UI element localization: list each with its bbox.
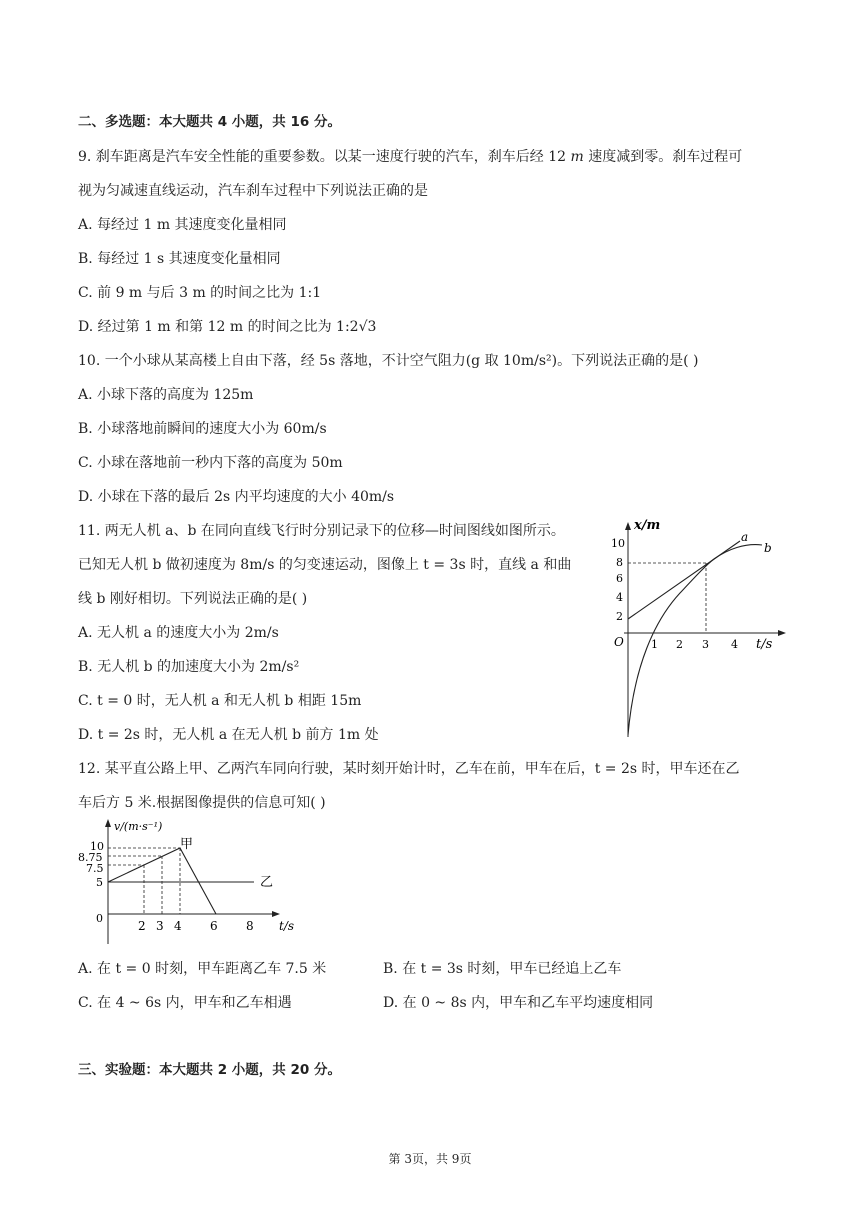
q11-x-tick-2: 2: [676, 638, 683, 651]
q9-option-d[interactable]: D. 经过第 1 m 和第 12 m 的时间之比为 1:2√3: [78, 319, 377, 335]
q12-x-tick-8: 8: [246, 919, 254, 933]
q12-x-label: t/s: [279, 919, 295, 933]
q12-x-tick-6: 6: [210, 919, 218, 933]
q12-label-yi: 乙: [260, 875, 274, 890]
q11-x-tick-3: 3: [702, 638, 709, 651]
q11-curve-b: [628, 545, 762, 735]
q12-y-label: v/(m·s⁻¹): [114, 820, 163, 833]
q11-stem-line1: 11. 两无人机 a、b 在同向直线飞行时分别记录下的位移—时间图线如图所示。: [78, 523, 565, 539]
q12-option-d[interactable]: D. 在 0 ~ 8s 内，甲车和乙车平均速度相同: [383, 995, 654, 1011]
q11-x-arrow: [778, 630, 786, 636]
q12-option-b[interactable]: B. 在 t = 3s 时刻，甲车已经追上乙车: [383, 961, 622, 977]
q12-stem-line2: 车后方 5 米.根据图像提供的信息可知( ): [78, 795, 326, 811]
q11-xt-graph: [610, 515, 790, 740]
q9-option-a[interactable]: A. 每经过 1 m 其速度变化量相同: [78, 217, 287, 233]
q9-stem-part1: 9. 刹车距离是汽车安全性能的重要参数。以某一速度行驶的汽车，刹车后经 12: [78, 149, 571, 165]
q11-y-tick-4: 4: [616, 591, 623, 604]
q9-stem-line1: [78, 147, 742, 167]
page-footer: 第 3页，共 9页: [388, 1152, 472, 1166]
q12-y-tick-10: 10: [90, 840, 104, 853]
q11-option-b[interactable]: B. 无人机 b 的加速度大小为 2m/s²: [78, 659, 300, 675]
section-title-experiment: 三、实验题：本大题共 2 小题，共 20 分。: [78, 1062, 341, 1078]
q12-x-tick-3: 3: [156, 919, 164, 933]
q12-y-arrow: [105, 819, 111, 827]
q12-vt-graph: [74, 812, 314, 952]
q9-unit-m: m: [570, 149, 584, 165]
q11-option-d[interactable]: D. t = 2s 时，无人机 a 在无人机 b 前方 1m 处: [78, 727, 379, 743]
q11-y-label: x/m: [634, 518, 661, 533]
q12-y-tick-0: 0: [96, 912, 103, 925]
q9-stem-part2: 速度减到零。刹车过程可: [583, 149, 743, 165]
q12-y-tick-5: 5: [96, 876, 103, 889]
q9-stem-line2: 视为匀减速直线运动，汽车刹车过程中下列说法正确的是: [78, 183, 428, 199]
q10-option-b[interactable]: B. 小球落地前瞬间的速度大小为 60m/s: [78, 421, 327, 437]
q11-curve-b-label: b: [764, 541, 772, 555]
q11-x-ticks: [651, 638, 738, 651]
q11-option-c[interactable]: C. t = 0 时，无人机 a 和无人机 b 相距 15m: [78, 693, 362, 709]
q11-stem-line2: 已知无人机 b 做初速度为 8m/s 的匀变速运动，图像上 t = 3s 时，直线 a 和曲: [78, 557, 572, 573]
q11-option-a[interactable]: A. 无人机 a 的速度大小为 2m/s: [78, 625, 279, 641]
q12-option-c[interactable]: C. 在 4 ~ 6s 内，甲车和乙车相遇: [78, 995, 292, 1011]
q12-stem-line1: 12. 某平直公路上甲、乙两汽车同向行驶，某时刻开始计时，乙车在前，甲车在后，t = 2s 时，甲车还在乙: [78, 761, 740, 777]
q11-x-tick-1: 1: [651, 638, 658, 651]
q11-y-arrow: [625, 522, 631, 530]
q12-y-tick-8-75: 8.75: [78, 851, 103, 864]
q12-y-ticks: [78, 840, 104, 925]
q9-option-c[interactable]: C. 前 9 m 与后 3 m 的时间之比为 1:1: [78, 285, 322, 301]
q11-line-a-label: a: [741, 530, 749, 544]
q11-origin: O: [614, 635, 624, 649]
q10-option-d[interactable]: D. 小球在下落的最后 2s 内平均速度的大小 40m/s: [78, 489, 395, 505]
q10-option-a[interactable]: A. 小球下落的高度为 125m: [78, 387, 254, 403]
q11-x-label: t/s: [756, 637, 773, 652]
q10-option-c[interactable]: C. 小球在落地前一秒内下落的高度为 50m: [78, 455, 343, 471]
q12-label-jia: 甲: [180, 837, 194, 852]
q12-option-a[interactable]: A. 在 t = 0 时刻，甲车距离乙车 7.5 米: [78, 961, 327, 977]
section-title-multiple-choice: 二、多选题：本大题共 4 小题，共 16 分。: [78, 114, 341, 130]
q11-stem-line3: 线 b 刚好相切。下列说法正确的是( ): [78, 591, 308, 607]
q12-x-tick-4: 4: [174, 919, 182, 933]
q12-x-arrow: [272, 911, 280, 917]
q11-y-tick-8: 8: [616, 556, 623, 569]
q10-stem: 10. 一个小球从某高楼上自由下落，经 5s 落地，不计空气阻力(g 取 10m/s²)。下列说法正确的是( ): [78, 353, 699, 369]
q9-option-b[interactable]: B. 每经过 1 s 其速度变化量相同: [78, 251, 281, 267]
q11-y-ticks: [611, 537, 625, 623]
q11-x-tick-4: 4: [731, 638, 738, 651]
q11-y-tick-2: 2: [616, 610, 623, 623]
q11-y-tick-6: 6: [616, 572, 623, 585]
q12-x-ticks: [138, 919, 254, 933]
q12-x-tick-2: 2: [138, 919, 146, 933]
q12-y-tick-7-5: 7.5: [86, 862, 104, 875]
q11-y-tick-10: 10: [611, 537, 625, 550]
